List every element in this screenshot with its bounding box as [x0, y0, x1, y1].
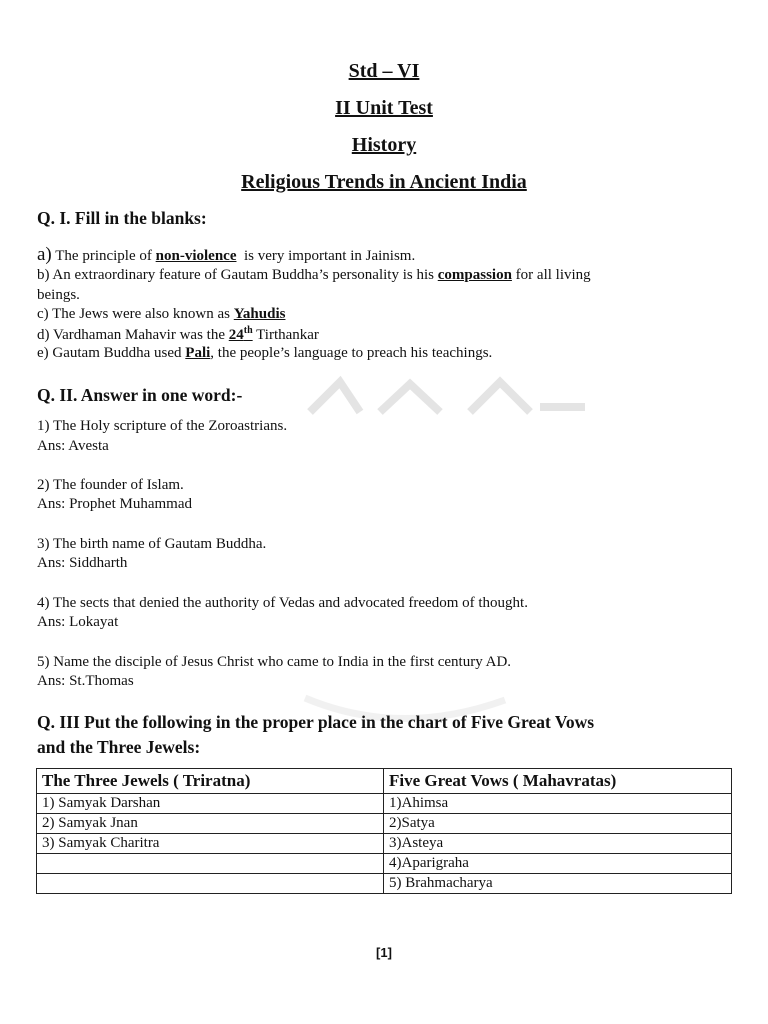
- vow-cell: 2)Satya: [384, 814, 732, 834]
- q1-d-pre: d) Vardhaman Mahavir was the: [37, 327, 225, 343]
- q2-question-3: 3) The birth name of Gautam Buddha.: [37, 536, 267, 552]
- table-header-row: [37, 769, 732, 794]
- jewel-cell: 3) Samyak Charitra: [37, 834, 384, 854]
- q1-a-pre: The principle of: [55, 248, 152, 264]
- jewel-cell: 1) Samyak Darshan: [37, 794, 384, 814]
- table-row: [37, 874, 732, 894]
- vow-cell: 5) Brahmacharya: [384, 874, 732, 894]
- q1-item-e: [37, 345, 492, 362]
- q1-e-answer: Pali: [185, 345, 211, 361]
- page-number: [1]: [376, 945, 392, 960]
- q1-item-b: [37, 267, 591, 284]
- q1-item-c: [37, 306, 285, 323]
- q1-d-number: 24: [228, 327, 244, 343]
- q2-answer-5: Ans: St.Thomas: [37, 673, 134, 689]
- q1-b-pre: b) An extraordinary feature of Gautam Buddha’s personality is his: [37, 267, 434, 283]
- q1-e-pre: e) Gautam Buddha used: [37, 345, 182, 361]
- vow-cell: 4)Aparigraha: [384, 854, 732, 874]
- table-row: [37, 834, 732, 854]
- q1-a-label: a): [37, 244, 52, 265]
- q1-item-a: [37, 244, 415, 266]
- q2-heading: Q. II. Answer in one word:-: [37, 385, 243, 405]
- q1-d-post: Tirthankar: [256, 327, 319, 343]
- q1-d-answer: [229, 327, 253, 343]
- vow-cell: 1)Ahimsa: [384, 794, 732, 814]
- q1-item-d: [37, 325, 319, 344]
- q1-b-answer: compassion: [437, 267, 512, 283]
- jewel-cell: [37, 874, 384, 894]
- table-row: [37, 814, 732, 834]
- q1-heading: Q. I. Fill in the blanks:: [37, 208, 207, 228]
- table-row: [37, 794, 732, 814]
- jewel-cell: 2) Samyak Jnan: [37, 814, 384, 834]
- q2-answer-1: Ans: Avesta: [37, 438, 109, 454]
- q2-question-5: 5) Name the disciple of Jesus Christ who came to India in the first century AD.: [37, 654, 512, 670]
- chapter-title: Religious Trends in Ancient India: [241, 171, 527, 193]
- q1-a-post: is very important in Jainism.: [243, 248, 416, 264]
- std-title: Std – VI: [348, 60, 420, 82]
- q3-heading-line1: Q. III Put the following in the proper place in the chart of Five Great Vows: [37, 712, 595, 732]
- jewel-cell: [37, 854, 384, 874]
- q1-c-pre: c) The Jews were also known as: [37, 306, 231, 322]
- q1-c-answer: Yahudis: [233, 306, 286, 322]
- table-row: [37, 854, 732, 874]
- q1-e-post: , the people’s language to preach his teachings.: [210, 345, 493, 361]
- subject-title: History: [351, 134, 417, 156]
- vow-cell: 3)Asteya: [384, 834, 732, 854]
- q2-answer-4: Ans: Lokayat: [37, 614, 119, 630]
- test-title: II Unit Test: [335, 97, 433, 119]
- q3-heading-line2: and the Three Jewels:: [37, 737, 201, 757]
- q2-answer-3: Ans: Siddharth: [37, 555, 128, 571]
- watermark-graphic: [300, 372, 590, 432]
- vows-jewels-table: [36, 768, 732, 894]
- q2-question-4: 4) The sects that denied the authority of Vedas and advocated freedom of thought.: [37, 595, 528, 611]
- header-three-jewels: The Three Jewels ( Triratna): [37, 769, 384, 794]
- q1-a-answer: non-violence: [155, 248, 237, 264]
- q2-answer-2: Ans: Prophet Muhammad: [37, 496, 192, 512]
- q1-item-b-cont: beings.: [37, 287, 80, 303]
- q1-d-sup: th: [243, 325, 253, 336]
- q2-question-1: 1) The Holy scripture of the Zoroastrians.: [37, 418, 288, 434]
- header-five-vows: Five Great Vows ( Mahavratas): [384, 769, 732, 794]
- q2-question-2: 2) The founder of Islam.: [37, 477, 184, 493]
- q1-b-post: for all living: [515, 267, 591, 283]
